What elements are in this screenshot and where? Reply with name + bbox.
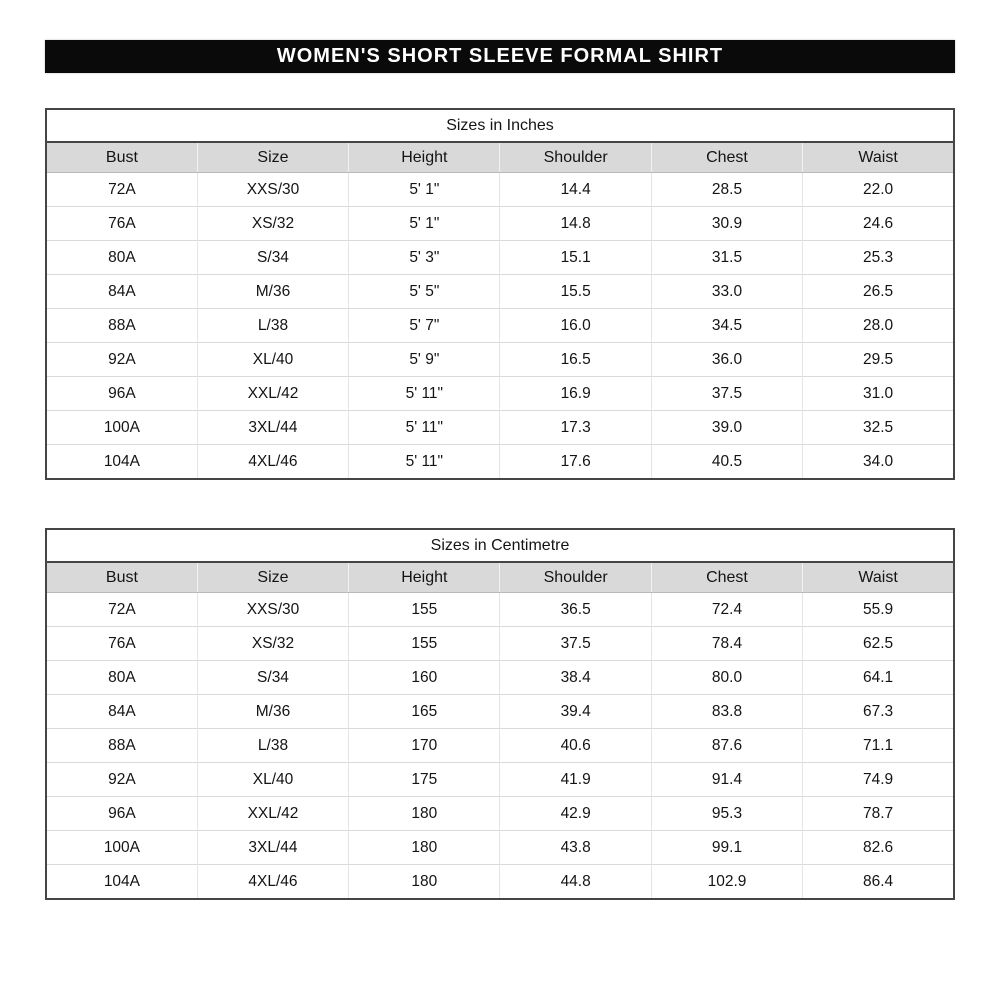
table-title-row (46, 529, 954, 562)
table-cell: 180 (349, 831, 500, 865)
table-cell: 91.4 (651, 763, 802, 797)
table-cell: 5' 11" (349, 411, 500, 445)
column-header: Height (349, 562, 500, 593)
table-title-centimetre: Sizes in Centimetre (46, 529, 954, 562)
column-header: Chest (651, 562, 802, 593)
table-cell: 39.0 (651, 411, 802, 445)
table-cell: 34.5 (651, 309, 802, 343)
table-cell: 33.0 (651, 275, 802, 309)
table-cell: 5' 11" (349, 445, 500, 480)
column-header: Chest (651, 142, 802, 173)
table-cell: 64.1 (803, 661, 954, 695)
table-cell: 96A (46, 377, 197, 411)
table-cell: 25.3 (803, 241, 954, 275)
table-cell: 17.6 (500, 445, 651, 480)
table-cell: 62.5 (803, 627, 954, 661)
column-header: Size (197, 142, 348, 173)
table-cell: 84A (46, 275, 197, 309)
table-cell: 99.1 (651, 831, 802, 865)
table-cell: 31.0 (803, 377, 954, 411)
table-cell: 28.0 (803, 309, 954, 343)
table-cell: 5' 1" (349, 207, 500, 241)
table-title-inches: Sizes in Inches (46, 109, 954, 142)
table-cell: 78.7 (803, 797, 954, 831)
table-row (46, 275, 954, 309)
table-cell: 175 (349, 763, 500, 797)
table-row (46, 343, 954, 377)
table-cell: 5' 1" (349, 173, 500, 207)
table-row (46, 207, 954, 241)
column-header: Waist (803, 142, 954, 173)
inches-table-body (46, 173, 954, 480)
column-header: Size (197, 562, 348, 593)
table-row (46, 661, 954, 695)
column-header: Waist (803, 562, 954, 593)
table-cell: M/36 (197, 695, 348, 729)
table-row (46, 695, 954, 729)
table-cell: 95.3 (651, 797, 802, 831)
table-cell: 4XL/46 (197, 865, 348, 900)
table-cell: 42.9 (500, 797, 651, 831)
table-row (46, 593, 954, 627)
table-cell: 180 (349, 797, 500, 831)
table-cell: 41.9 (500, 763, 651, 797)
table-cell: 3XL/44 (197, 411, 348, 445)
table-cell: 14.4 (500, 173, 651, 207)
table-row (46, 241, 954, 275)
table-cell: XL/40 (197, 763, 348, 797)
table-cell: 32.5 (803, 411, 954, 445)
table-cell: XS/32 (197, 207, 348, 241)
table-cell: 17.3 (500, 411, 651, 445)
table-row (46, 309, 954, 343)
table-cell: 5' 7" (349, 309, 500, 343)
table-row (46, 173, 954, 207)
table-row (46, 377, 954, 411)
table-cell: 40.5 (651, 445, 802, 480)
table-cell: 16.5 (500, 343, 651, 377)
table-cell: S/34 (197, 661, 348, 695)
table-cell: L/38 (197, 729, 348, 763)
table-cell: 104A (46, 445, 197, 480)
table-cell: 100A (46, 831, 197, 865)
column-header: Shoulder (500, 562, 651, 593)
table-cell: 15.5 (500, 275, 651, 309)
table-row (46, 729, 954, 763)
table-cell: 80A (46, 241, 197, 275)
table-cell: 76A (46, 207, 197, 241)
table-cell: 3XL/44 (197, 831, 348, 865)
table-cell: 38.4 (500, 661, 651, 695)
table-title-row (46, 109, 954, 142)
table-cell: 5' 11" (349, 377, 500, 411)
table-row (46, 797, 954, 831)
table-cell: 102.9 (651, 865, 802, 900)
column-header: Height (349, 142, 500, 173)
table-cell: 22.0 (803, 173, 954, 207)
product-title: WOMEN'S SHORT SLEEVE FORMAL SHIRT (276, 45, 724, 67)
table-cell: 37.5 (500, 627, 651, 661)
table-cell: 37.5 (651, 377, 802, 411)
column-header-row (46, 562, 954, 593)
table-cell: XL/40 (197, 343, 348, 377)
table-cell: 87.6 (651, 729, 802, 763)
table-row (46, 411, 954, 445)
table-cell: 86.4 (803, 865, 954, 900)
table-cell: 160 (349, 661, 500, 695)
table-cell: 180 (349, 865, 500, 900)
table-cell: 80.0 (651, 661, 802, 695)
table-cell: 92A (46, 343, 197, 377)
table-cell: 170 (349, 729, 500, 763)
inches-size-table (45, 108, 955, 480)
table-cell: 88A (46, 729, 197, 763)
table-cell: 36.0 (651, 343, 802, 377)
table-row (46, 831, 954, 865)
table-cell: XXS/30 (197, 593, 348, 627)
table-cell: 14.8 (500, 207, 651, 241)
table-cell: 39.4 (500, 695, 651, 729)
table-cell: 40.6 (500, 729, 651, 763)
table-cell: 24.6 (803, 207, 954, 241)
table-cell: 72A (46, 173, 197, 207)
table-cell: 15.1 (500, 241, 651, 275)
table-cell: 96A (46, 797, 197, 831)
table-row (46, 763, 954, 797)
table-cell: 36.5 (500, 593, 651, 627)
product-title-bar (45, 40, 955, 73)
table-cell: 16.0 (500, 309, 651, 343)
table-cell: 16.9 (500, 377, 651, 411)
table-cell: 155 (349, 593, 500, 627)
table-cell: 26.5 (803, 275, 954, 309)
table-cell: 72A (46, 593, 197, 627)
table-cell: 165 (349, 695, 500, 729)
table-cell: XXL/42 (197, 797, 348, 831)
table-cell: 4XL/46 (197, 445, 348, 480)
column-header-row (46, 142, 954, 173)
table-cell: 104A (46, 865, 197, 900)
table-cell: 74.9 (803, 763, 954, 797)
table-cell: 78.4 (651, 627, 802, 661)
table-cell: 92A (46, 763, 197, 797)
table-cell: M/36 (197, 275, 348, 309)
table-cell: 5' 9" (349, 343, 500, 377)
centimetre-size-table (45, 528, 955, 900)
table-cell: 84A (46, 695, 197, 729)
table-cell: 67.3 (803, 695, 954, 729)
table-cell: 88A (46, 309, 197, 343)
table-cell: 55.9 (803, 593, 954, 627)
table-cell: 71.1 (803, 729, 954, 763)
table-cell: 76A (46, 627, 197, 661)
table-cell: 31.5 (651, 241, 802, 275)
table-cell: 82.6 (803, 831, 954, 865)
table-cell: 155 (349, 627, 500, 661)
table-row (46, 445, 954, 480)
column-header: Bust (46, 142, 197, 173)
table-cell: 80A (46, 661, 197, 695)
table-cell: 83.8 (651, 695, 802, 729)
table-cell: 44.8 (500, 865, 651, 900)
table-cell: S/34 (197, 241, 348, 275)
table-row (46, 865, 954, 900)
table-cell: XXS/30 (197, 173, 348, 207)
table-cell: 100A (46, 411, 197, 445)
table-cell: 5' 5" (349, 275, 500, 309)
table-cell: 28.5 (651, 173, 802, 207)
centimetre-table-body (46, 593, 954, 900)
table-cell: XXL/42 (197, 377, 348, 411)
table-cell: L/38 (197, 309, 348, 343)
table-cell: 72.4 (651, 593, 802, 627)
table-cell: 5' 3" (349, 241, 500, 275)
table-row (46, 627, 954, 661)
column-header: Bust (46, 562, 197, 593)
table-cell: 29.5 (803, 343, 954, 377)
table-cell: 43.8 (500, 831, 651, 865)
table-cell: XS/32 (197, 627, 348, 661)
column-header: Shoulder (500, 142, 651, 173)
table-cell: 30.9 (651, 207, 802, 241)
table-cell: 34.0 (803, 445, 954, 480)
